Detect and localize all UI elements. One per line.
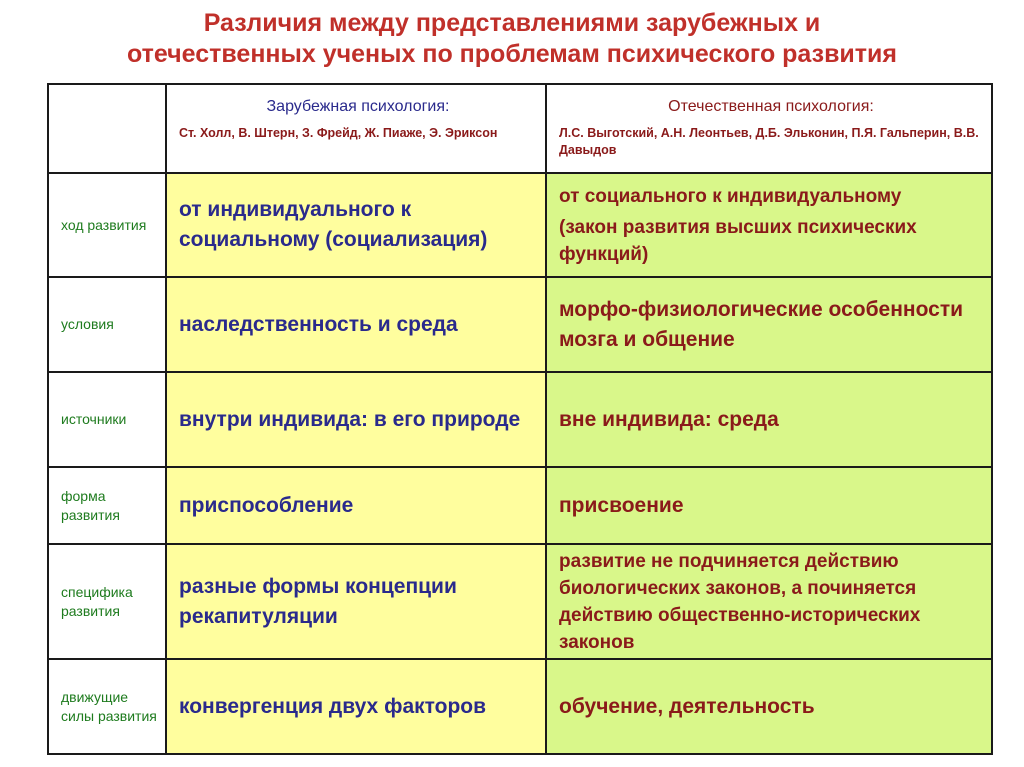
row-label: источники	[48, 372, 166, 467]
table-row	[48, 277, 992, 372]
domestic-cell: морфо-физиологические особенности мозга и общение	[546, 277, 992, 372]
foreign-cell: внутри индивида: в его природе	[166, 372, 546, 467]
table-row	[48, 659, 992, 754]
foreign-cell: приспособление	[166, 467, 546, 544]
header-foreign-title: Зарубежная психология:	[266, 98, 450, 115]
header-domestic-title: Отечественная психология:	[668, 98, 874, 115]
domestic-cell: развитие не подчиняется действию биологических законов, а починяется действию общественно-исторических законов	[546, 544, 992, 659]
row-label: условия	[48, 277, 166, 372]
foreign-cell: от индивидуального к социальному (социализация)	[166, 173, 546, 277]
page-title	[0, 8, 1024, 70]
row-label: ход развития	[48, 173, 166, 277]
foreign-cell: разные формы концепции рекапитуляции	[166, 544, 546, 659]
domestic-cell: вне индивида: среда	[546, 372, 992, 467]
domestic-cell: присвоение	[546, 467, 992, 544]
table-row	[48, 544, 992, 659]
table-row	[48, 173, 992, 277]
table-row	[48, 467, 992, 544]
foreign-cell: наследственность и среда	[166, 277, 546, 372]
domestic-note: (закон развития высших психических функций)	[559, 216, 917, 265]
header-empty-cell	[48, 84, 166, 173]
header-foreign-psychology	[166, 84, 546, 173]
foreign-cell: конвергенция двух факторов	[166, 659, 546, 754]
title-line-1: Различия между представлениями зарубежных и	[203, 9, 821, 37]
table-row	[48, 372, 992, 467]
header-domestic-psychology	[546, 84, 992, 173]
domestic-cell	[546, 173, 992, 277]
header-foreign-names: Ст. Холл, В. Штерн, З. Фрейд, Ж. Пиаже, Э. Эриксон	[179, 126, 498, 140]
domestic-text: от социального к индивидуальному	[559, 185, 902, 207]
domestic-cell: обучение, деятельность	[546, 659, 992, 754]
row-label: специфика развития	[48, 544, 166, 659]
row-label: форма развития	[48, 467, 166, 544]
row-label: движущие силы развития	[48, 659, 166, 754]
title-line-2: отечественных ученых по проблемам психического развития	[126, 40, 898, 68]
comparison-table	[47, 83, 993, 755]
table-header-row	[48, 84, 992, 173]
header-domestic-names: Л.С. Выготский, А.Н. Леонтьев, Д.Б. Эльконин, П.Я. Гальперин, В.В. Давыдов	[559, 126, 979, 157]
